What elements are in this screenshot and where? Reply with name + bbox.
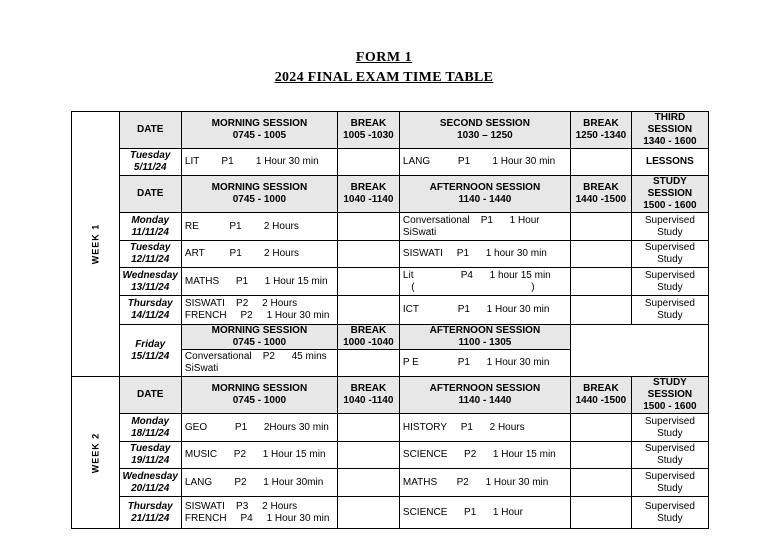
study-cell: Supervised Study <box>631 442 708 469</box>
date-cell: Thursday 21/11/24 <box>119 497 181 529</box>
page-title: FORM 1 <box>355 50 413 65</box>
afternoon-session-header: AFTERNOON SESSION 1140 - 1440 <box>399 176 570 213</box>
study-session-header: STUDY SESSION 1500 - 1600 <box>631 377 708 414</box>
break-cell <box>337 149 399 176</box>
break-header: BREAK 1040 -1140 <box>337 377 399 414</box>
break-cell <box>337 268 399 296</box>
break-cell <box>337 241 399 268</box>
afternoon-exam: Conversational P1 1 Hour SiSwati <box>399 213 570 241</box>
date-header: DATE <box>119 176 181 213</box>
date-cell: Monday 18/11/24 <box>119 414 181 442</box>
header-row <box>72 377 709 414</box>
morning-exam: RE P1 2 Hours <box>181 213 337 241</box>
morning-session-header: MORNING SESSION 0745 - 1000 <box>181 325 337 350</box>
morning-exam: SISWATI P2 2 Hours FRENCH P2 1 Hour 30 min <box>181 296 337 325</box>
break-cell <box>570 149 631 176</box>
break-cell <box>570 213 631 241</box>
break-cell <box>337 497 399 529</box>
afternoon-exam: ICT P1 1 Hour 30 min <box>399 296 570 325</box>
study-session-header: STUDY SESSION 1500 - 1600 <box>631 176 708 213</box>
afternoon-exam: HISTORY P1 2 Hours <box>399 414 570 442</box>
second-session-header: SECOND SESSION 1030 – 1250 <box>399 112 570 149</box>
break-cell <box>337 414 399 442</box>
break-header: BREAK 1440 -1500 <box>570 176 631 213</box>
morning-session-header: MORNING SESSION 0745 - 1005 <box>181 112 337 149</box>
break-cell <box>570 442 631 469</box>
date-cell: Wednesday 13/11/24 <box>119 268 181 296</box>
break-header: BREAK 1250 -1340 <box>570 112 631 149</box>
break-header: BREAK 1000 -1040 <box>337 325 399 350</box>
date-cell: Monday 11/11/24 <box>119 213 181 241</box>
table-row <box>72 497 709 529</box>
table-row <box>72 268 709 296</box>
morning-exam: MATHS P1 1 Hour 15 min <box>181 268 337 296</box>
table-row <box>72 442 709 469</box>
second-exam: LANG P1 1 Hour 30 min <box>399 149 570 176</box>
table-row <box>72 213 709 241</box>
break-cell <box>570 296 631 325</box>
week-2-label: WEEK 2 <box>72 377 120 529</box>
break-cell <box>337 296 399 325</box>
morning-exam: LANG P2 1 Hour 30min <box>181 469 337 497</box>
table-row <box>72 414 709 442</box>
exam-timetable <box>71 111 709 529</box>
date-cell: Tuesday 12/11/24 <box>119 241 181 268</box>
morning-exam: SISWATI P3 2 Hours FRENCH P4 1 Hour 30 min <box>181 497 337 529</box>
afternoon-exam: SISWATI P1 1 hour 30 min <box>399 241 570 268</box>
afternoon-exam: P E P1 1 Hour 30 min <box>399 350 570 377</box>
table-row <box>72 469 709 497</box>
friday-header-row <box>72 325 709 350</box>
break-header: BREAK 1005 -1030 <box>337 112 399 149</box>
break-cell <box>337 213 399 241</box>
third-session-header: THIRD SESSION 1340 - 1600 <box>631 112 708 149</box>
study-cell: Supervised Study <box>631 497 708 529</box>
afternoon-exam: MATHS P2 1 Hour 30 min <box>399 469 570 497</box>
break-cell <box>570 497 631 529</box>
study-cell: Supervised Study <box>631 414 708 442</box>
morning-exam: MUSIC P2 1 Hour 15 min <box>181 442 337 469</box>
header-row <box>72 112 709 149</box>
morning-session-header: MORNING SESSION 0745 - 1000 <box>181 377 337 414</box>
study-cell: Supervised Study <box>631 469 708 497</box>
morning-exam: Conversational P2 45 mins SiSwati <box>181 350 337 377</box>
table-row <box>72 149 709 176</box>
break-header: BREAK 1440 -1500 <box>570 377 631 414</box>
study-cell: Supervised Study <box>631 268 708 296</box>
afternoon-session-header: AFTERNOON SESSION 1100 - 1305 <box>399 325 570 350</box>
header-row <box>72 176 709 213</box>
date-cell: Tuesday 19/11/24 <box>119 442 181 469</box>
break-cell <box>337 469 399 497</box>
study-cell: Supervised Study <box>631 296 708 325</box>
break-cell <box>570 414 631 442</box>
table-row <box>72 241 709 268</box>
morning-exam: ART P1 2 Hours <box>181 241 337 268</box>
break-cell <box>570 469 631 497</box>
afternoon-exam: Lit P4 1 hour 15 min ( ) <box>399 268 570 296</box>
date-header: DATE <box>119 112 181 149</box>
break-cell <box>570 268 631 296</box>
morning-session-header: MORNING SESSION 0745 - 1000 <box>181 176 337 213</box>
afternoon-exam: SCIENCE P1 1 Hour <box>399 497 570 529</box>
date-header: DATE <box>119 377 181 414</box>
date-cell: Friday 15/11/24 <box>119 325 181 377</box>
break-cell <box>570 241 631 268</box>
week-1-label: WEEK 1 <box>72 112 120 377</box>
study-cell: Supervised Study <box>631 213 708 241</box>
morning-exam: GEO P1 2Hours 30 min <box>181 414 337 442</box>
third-lessons: LESSONS <box>631 149 708 176</box>
date-cell: Thursday 14/11/24 <box>119 296 181 325</box>
date-cell: Tuesday 5/11/24 <box>119 149 181 176</box>
afternoon-session-header: AFTERNOON SESSION 1140 - 1440 <box>399 377 570 414</box>
afternoon-exam: SCIENCE P2 1 Hour 15 min <box>399 442 570 469</box>
date-cell: Wednesday 20/11/24 <box>119 469 181 497</box>
break-header: BREAK 1040 -1140 <box>337 176 399 213</box>
morning-exam: LIT P1 1 Hour 30 min <box>181 149 337 176</box>
page-subtitle: 2024 FINAL EXAM TIME TABLE <box>274 70 494 85</box>
break-cell <box>337 350 399 377</box>
table-row <box>72 296 709 325</box>
empty-cell <box>570 325 708 377</box>
study-cell: Supervised Study <box>631 241 708 268</box>
break-cell <box>337 442 399 469</box>
